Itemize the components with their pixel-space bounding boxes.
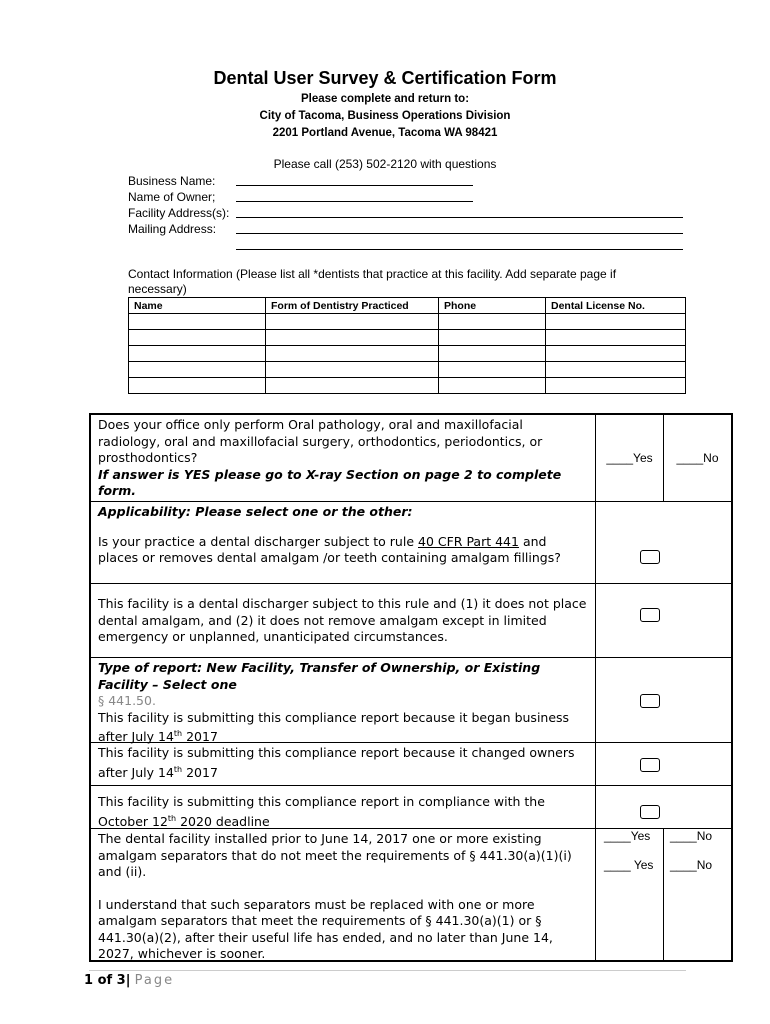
deadline-text-end: 2020 deadline <box>176 813 270 829</box>
table-header-row <box>129 298 686 314</box>
owner-name-field[interactable] <box>236 201 473 202</box>
office-type-answer <box>596 415 731 501</box>
table-cell[interactable] <box>546 346 686 362</box>
column-header-dentistry: Form of Dentistry Practiced <box>266 298 439 314</box>
separator-no-column <box>664 829 731 960</box>
table-cell[interactable] <box>129 346 266 362</box>
applicability-heading: Applicability: Please select one or the other: <box>98 504 413 519</box>
mailing-address-field[interactable] <box>236 233 683 234</box>
new-business-text-start: This facility is submitting this compliance report because it began business after July 14 <box>98 709 570 745</box>
table-cell[interactable] <box>546 378 686 394</box>
table-cell[interactable] <box>129 362 266 378</box>
survey-table <box>89 413 733 962</box>
mailing-address-label: Mailing Address: <box>128 222 217 236</box>
page-label: Page <box>134 973 175 988</box>
new-business-answer <box>596 658 731 742</box>
table-cell[interactable] <box>266 330 439 346</box>
table-cell[interactable] <box>546 362 686 378</box>
business-name-field[interactable] <box>236 185 473 186</box>
owner-change-row <box>91 743 731 786</box>
office-type-instruction: If answer is YES please go to X-ray Section on page 2 to complete form. <box>98 466 562 498</box>
owner-change-answer <box>596 743 731 785</box>
separator-question <box>91 829 596 960</box>
column-header-name: Name <box>129 298 266 314</box>
table-cell[interactable] <box>266 346 439 362</box>
applicability-question <box>91 502 596 583</box>
table-row <box>129 362 686 378</box>
non-amalgam-checkbox[interactable] <box>640 608 660 622</box>
table-row <box>129 330 686 346</box>
separator-yes-1[interactable]: ____Yes <box>604 829 651 843</box>
applicability-row <box>91 502 731 584</box>
report-type-heading: Type of report: New Facility, Transfer of Ownership, or Existing Facility – Select one <box>98 660 541 692</box>
column-header-phone: Phone <box>439 298 546 314</box>
office-type-row <box>91 415 731 502</box>
form-title: Dental User Survey & Certification Form <box>213 68 557 88</box>
office-type-text: Does your office only perform Oral pathology, oral and maxillofacial radiology, oral and maxillofacial surgery, orthodontics, periodontics, or prosthodontics? <box>98 417 543 465</box>
page-footer <box>84 973 174 988</box>
table-cell[interactable] <box>546 314 686 330</box>
deadline-text-start: This facility is submitting this compliance report in compliance with the October 12 <box>98 794 545 829</box>
owner-name-label: Name of Owner; <box>128 190 216 204</box>
facility-address-label: Facility Address(s): <box>128 206 230 220</box>
applicability-checkbox[interactable] <box>640 550 660 564</box>
separator-replacement-text: I understand that such separators must be replaced with one or more amalgam separators that meet the requirements of § 441.30(a)(1) or § 441.30(a)(2), after their useful life has ended, and no later than June 14, 2027, whichever is sooner. <box>98 896 553 961</box>
owner-change-sup: th <box>173 764 183 774</box>
dentist-table <box>128 297 686 394</box>
return-address: 2201 Portland Avenue, Tacoma WA 98421 <box>272 127 498 139</box>
non-amalgam-question: This facility is a dental discharger subject to this rule and (1) it does not place dental amalgam, and (2) it does not remove amalgam except in limited emergency or unplanned, unanticipated circumstances. <box>91 584 596 657</box>
table-cell[interactable] <box>439 362 546 378</box>
table-cell[interactable] <box>266 314 439 330</box>
applicability-text-end: and places or removes dental amalgam /or teeth containing amalgam fillings? <box>98 533 561 565</box>
table-row <box>129 346 686 362</box>
deadline-answer <box>596 786 731 828</box>
separator-row <box>91 829 731 960</box>
table-cell[interactable] <box>129 314 266 330</box>
cfr-part-441-link[interactable]: 40 CFR Part 441 <box>418 533 519 549</box>
table-cell[interactable] <box>266 378 439 394</box>
owner-change-text-start: This facility is submitting this compliance report because it changed owners after July 14 <box>98 745 575 780</box>
page-number: 1 of 3| <box>84 973 131 988</box>
separator-yes-2[interactable]: ____ Yes <box>604 858 654 872</box>
table-cell[interactable] <box>439 314 546 330</box>
office-type-no[interactable]: ____No <box>676 451 719 465</box>
table-cell[interactable] <box>266 362 439 378</box>
section-reference: § 441.50. <box>98 693 156 708</box>
table-row <box>129 314 686 330</box>
deadline-question <box>91 786 596 828</box>
applicability-text-start: Is your practice a dental discharger subject to rule <box>98 533 418 549</box>
facility-address-field[interactable] <box>236 217 683 218</box>
separator-no-2[interactable]: ____No <box>670 858 713 872</box>
return-division: City of Tacoma, Business Operations Division <box>259 110 511 122</box>
phone-instruction: Please call (253) 502-2120 with questions <box>273 157 497 171</box>
deadline-row <box>91 786 731 829</box>
owner-change-checkbox[interactable] <box>640 758 660 772</box>
new-business-checkbox[interactable] <box>640 694 660 708</box>
return-instruction: Please complete and return to: <box>300 93 470 105</box>
new-business-sup: th <box>173 729 183 738</box>
separator-no-1[interactable]: ____No <box>670 829 713 843</box>
table-cell[interactable] <box>439 330 546 346</box>
footer-divider <box>89 970 686 971</box>
table-cell[interactable] <box>129 378 266 394</box>
mailing-address-field-line2[interactable] <box>236 249 683 250</box>
owner-change-text-end: 2017 <box>182 764 218 780</box>
non-amalgam-answer <box>596 584 731 657</box>
separator-text: The dental facility installed prior to June 14, 2017 one or more existing amalgam separators that do not meet the requirements of § 441.30(a)(1)(i) and (ii). <box>98 831 572 879</box>
report-type-row <box>91 658 731 743</box>
report-type-question <box>91 658 596 745</box>
column-header-license: Dental License No. <box>546 298 686 314</box>
applicability-text <box>98 534 588 567</box>
owner-change-question <box>91 743 596 785</box>
table-cell[interactable] <box>546 330 686 346</box>
new-business-text <box>98 710 588 746</box>
business-name-label: Business Name: <box>128 174 216 188</box>
separator-yes-column <box>596 829 664 960</box>
applicability-answer <box>596 502 731 583</box>
table-row <box>129 378 686 394</box>
deadline-sup: th <box>167 813 177 823</box>
non-amalgam-row <box>91 584 731 658</box>
contact-instruction: Contact Information (Please list all *dentists that practice at this facility. Add separate page if necessary) <box>128 267 617 296</box>
table-cell[interactable] <box>439 346 546 362</box>
separator-answer <box>596 829 731 960</box>
table-cell[interactable] <box>439 378 546 394</box>
new-business-text-end: 2017 <box>182 729 218 745</box>
table-cell[interactable] <box>129 330 266 346</box>
deadline-checkbox[interactable] <box>640 805 660 819</box>
office-type-yes[interactable]: ____Yes <box>596 415 664 501</box>
office-type-question <box>91 415 596 501</box>
